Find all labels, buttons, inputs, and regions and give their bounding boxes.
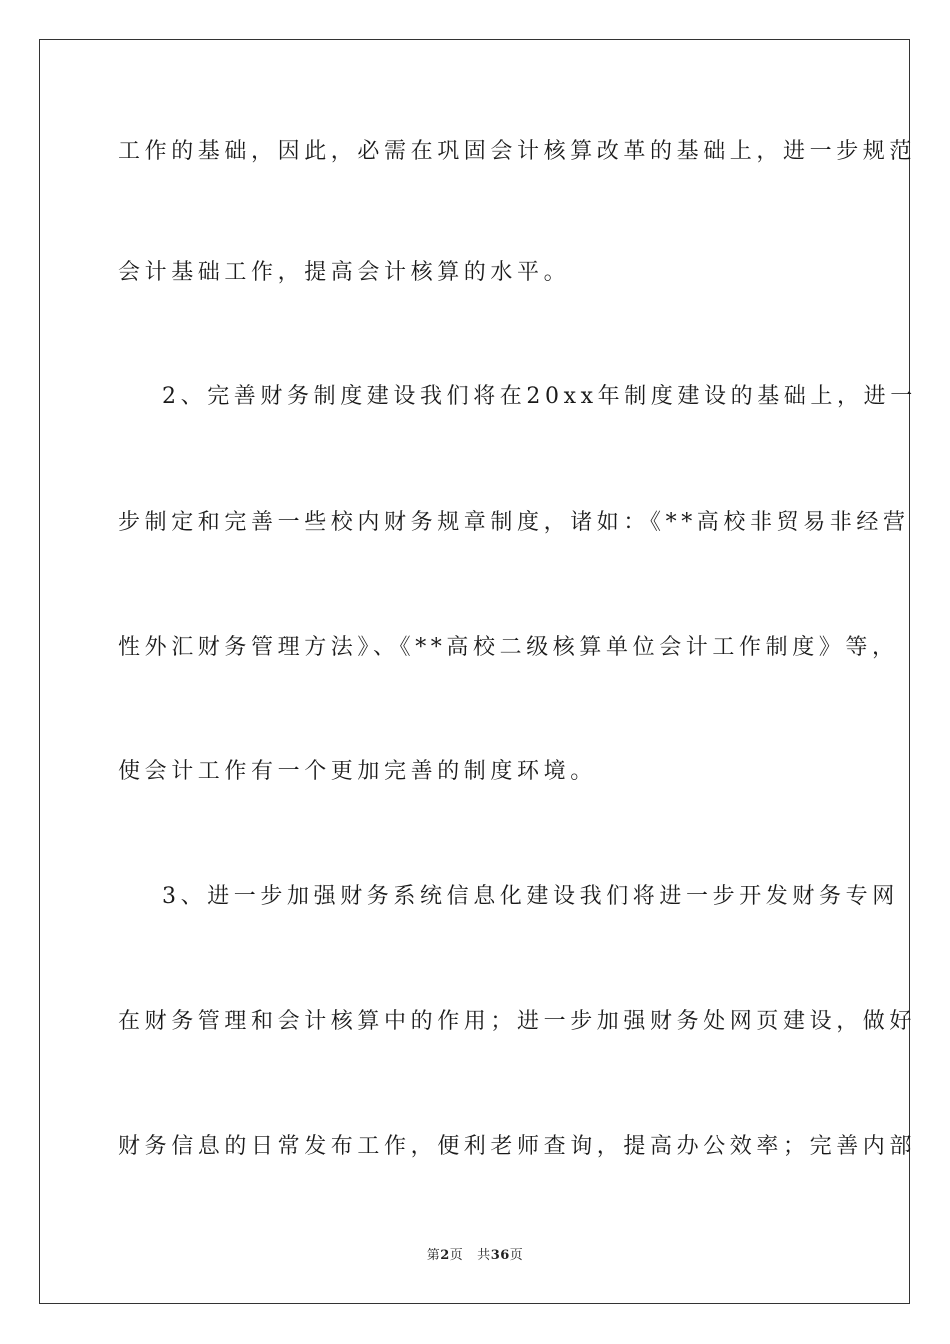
footer-total-suffix: 页 — [509, 1248, 524, 1263]
body-line: 财务信息的日常发布工作，便利老师查询，提高办公效率；完善内部 — [118, 1134, 917, 1159]
page-footer — [0, 1247, 950, 1265]
paragraph-3-first-line: 3、进一步加强财务系统信息化建设我们将进一步开发财务专网 — [162, 884, 899, 909]
current-page-number: 2 — [440, 1248, 450, 1263]
body-line: 工作的基础，因此，必需在巩固会计核算改革的基础上，进一步规范 — [118, 139, 917, 164]
body-line: 使会计工作有一个更加完善的制度环境。 — [118, 759, 597, 784]
footer-page-suffix: 页 — [449, 1248, 464, 1263]
body-line: 在财务管理和会计核算中的作用；进一步加强财务处网页建设，做好 — [118, 1009, 917, 1034]
body-line: 步制定和完善一些校内财务规章制度，诸如：《**高校非贸易非经营 — [118, 510, 910, 535]
footer-prefix: 第 — [426, 1248, 441, 1263]
page-frame — [39, 39, 917, 1304]
body-line: 会计基础工作，提高会计核算的水平。 — [118, 260, 571, 285]
footer-total-prefix: 共 — [477, 1248, 491, 1263]
body-line: 性外汇财务管理方法》、《**高校二级核算单位会计工作制度》等， — [118, 635, 899, 660]
total-page-count: 36 — [490, 1248, 510, 1263]
paragraph-2-first-line: 2、完善财务制度建设我们将在20xx年制度建设的基础上，进一 — [162, 384, 917, 409]
